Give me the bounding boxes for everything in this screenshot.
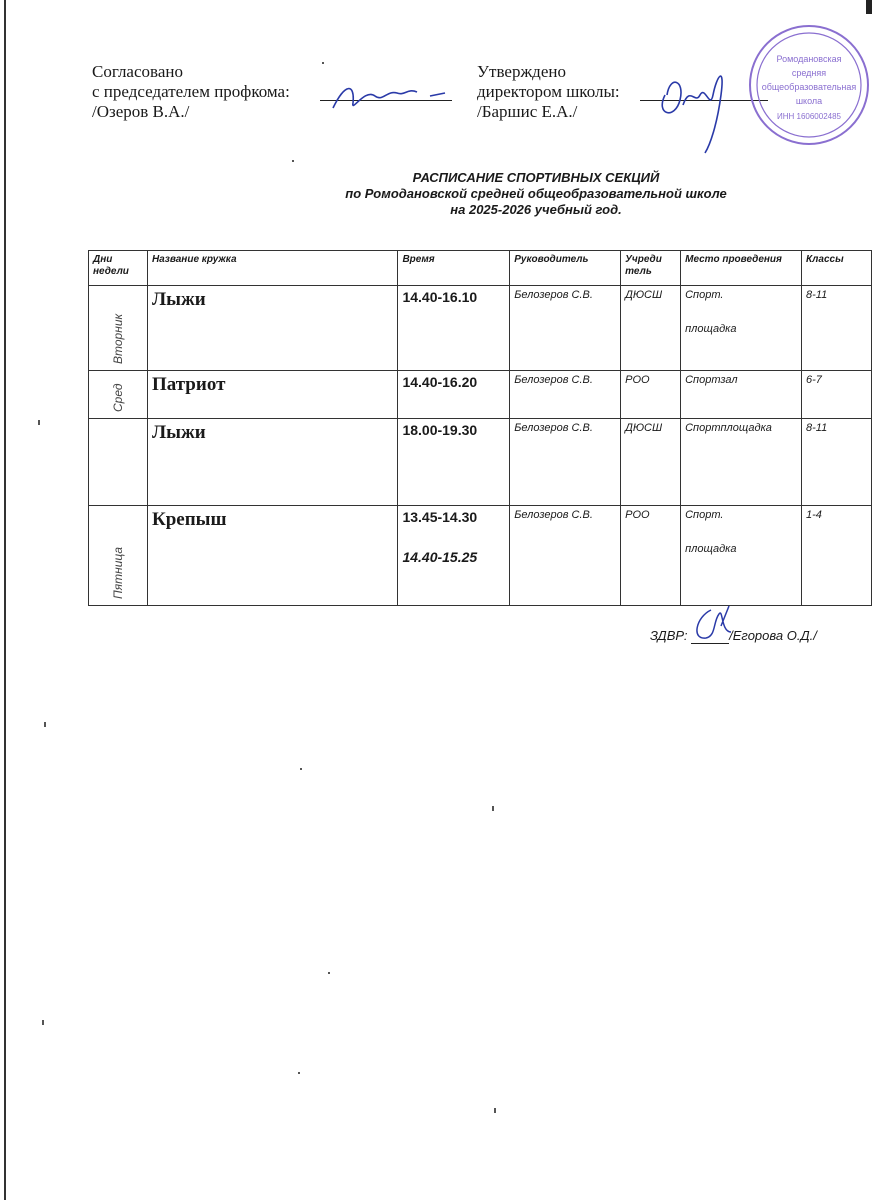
- table-row: [89, 506, 872, 606]
- scan-speck: [328, 972, 330, 974]
- time-cell: [398, 506, 510, 606]
- time-cell: [398, 286, 510, 371]
- place: Спорт.: [685, 509, 724, 521]
- place: Спортзал: [681, 371, 802, 419]
- title-line1: РАСПИСАНИЕ СПОРТИВНЫХ СЕКЦИЙ: [412, 170, 660, 185]
- school-stamp: [748, 24, 870, 146]
- table-header-row: [89, 251, 872, 286]
- grades: 8-11: [802, 286, 872, 371]
- time: 13.45-14.30: [402, 509, 478, 525]
- place-cell: [681, 286, 802, 371]
- approval-left-line3: /Озеров В.А./: [92, 102, 190, 121]
- header-leader: Руководитель: [510, 251, 621, 286]
- day-cell: [89, 286, 148, 371]
- approval-left-line1: Согласовано: [92, 62, 183, 81]
- signature-egorova: [691, 602, 741, 644]
- stamp-line: школа: [795, 96, 823, 106]
- title-line3: на 2025-2026 учебный год.: [450, 202, 622, 217]
- table-row: [89, 419, 872, 506]
- place-line2: площадка: [685, 323, 737, 335]
- grades: 8-11: [802, 419, 872, 506]
- time-cell: [398, 371, 510, 419]
- section-name: Патриот: [147, 371, 398, 419]
- table-row: [89, 286, 872, 371]
- header-time: Время: [398, 251, 510, 286]
- day-cell: [89, 506, 148, 606]
- leader: Белозеров С.В.: [510, 419, 621, 506]
- founder: ДЮСШ: [621, 419, 681, 506]
- scan-speck: [44, 722, 46, 727]
- header-name: Название кружка: [147, 251, 398, 286]
- footer-label: ЗДВР:: [650, 628, 688, 643]
- day-label: Сред: [110, 383, 125, 412]
- scan-speck: [292, 160, 294, 162]
- day-cell: [89, 419, 148, 506]
- stamp-line: Ромодановская: [776, 54, 842, 64]
- scan-corner: [866, 0, 872, 14]
- scan-speck: [494, 1108, 496, 1113]
- approval-right: [477, 62, 620, 122]
- approval-right-line2: директором школы:: [477, 82, 620, 101]
- document-title: [0, 170, 872, 218]
- footer-signature: [650, 628, 817, 644]
- stamp-line: ИНН 1606002485: [776, 112, 842, 121]
- time: 14.40-16.10: [402, 289, 478, 305]
- time: 18.00-19.30: [402, 422, 478, 438]
- leader: Белозеров С.В.: [510, 371, 621, 419]
- leader: Белозеров С.В.: [510, 286, 621, 371]
- approval-left-line2: с председателем профкома:: [92, 82, 290, 101]
- place-cell: [681, 506, 802, 606]
- scan-speck: [298, 1072, 300, 1074]
- header-grades: Классы: [802, 251, 872, 286]
- scan-speck: [42, 1020, 44, 1025]
- approval-right-line1: Утверждено: [477, 62, 566, 81]
- section-name: Крепыш: [147, 506, 398, 606]
- header-founder: Учреди тель: [621, 251, 681, 286]
- scan-speck: [38, 420, 40, 425]
- grades: 1-4: [802, 506, 872, 606]
- header-days: Дни недели: [89, 251, 148, 286]
- signature-barshis: [655, 65, 745, 155]
- founder: ДЮСШ: [621, 286, 681, 371]
- section-name: Лыжи: [147, 419, 398, 506]
- scan-speck: [300, 768, 302, 770]
- stamp-line: общеобразовательная: [761, 82, 857, 92]
- time-second: 14.40-15.25: [402, 549, 478, 565]
- stamp-line: средняя: [791, 68, 827, 78]
- approval-right-line3: /Баршис Е.А./: [477, 102, 578, 121]
- header-place: Место проведения: [681, 251, 802, 286]
- founder: РОО: [621, 371, 681, 419]
- leader: Белозеров С.В.: [510, 506, 621, 606]
- grades: 6-7: [802, 371, 872, 419]
- founder: РОО: [621, 506, 681, 606]
- schedule-table: [88, 250, 872, 606]
- scan-speck: [322, 62, 324, 64]
- place: Спорт.: [685, 289, 724, 301]
- day-label: Вторник: [110, 313, 125, 364]
- section-name: Лыжи: [147, 286, 398, 371]
- title-line2: по Ромодановской средней общеобразовательной школе: [345, 186, 727, 201]
- place: Спортплощадка: [681, 419, 802, 506]
- approval-left: [92, 62, 290, 122]
- signature-ozerov: [325, 78, 455, 118]
- day-cell: [89, 371, 148, 419]
- day-label: Пятница: [110, 546, 125, 599]
- place-line2: площадка: [685, 543, 737, 555]
- scan-speck: [492, 806, 494, 811]
- time: 14.40-16.20: [402, 374, 478, 390]
- footer-name: /Егорова О.Д./: [729, 628, 817, 643]
- table-row: [89, 371, 872, 419]
- time-cell: [398, 419, 510, 506]
- footer-signature-line: [691, 628, 729, 644]
